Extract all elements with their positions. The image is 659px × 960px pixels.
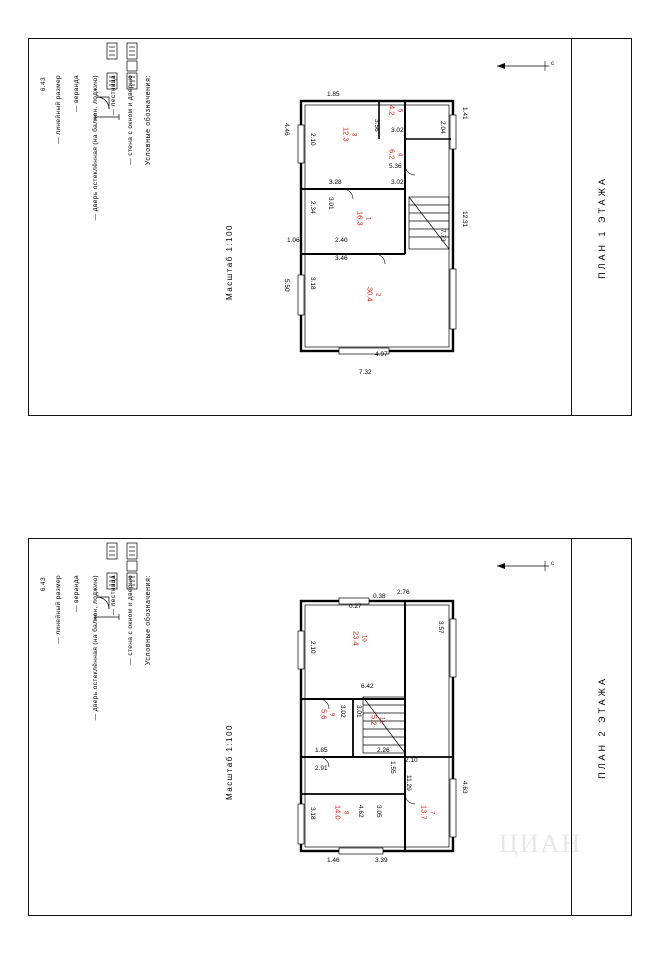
dim-0-38-floor-2: 0.38 — [373, 593, 386, 600]
dim-6-42-floor-2: 6.42 — [361, 683, 374, 690]
legend-item-2-floor-1: — дверь остеклённая (на балкон, лоджию) — [92, 75, 99, 221]
watermark: ЦИАН — [499, 829, 583, 858]
dim-3-56-floor-1: 3.56 — [373, 119, 380, 132]
dim-1-55-floor-2: 1.55 — [389, 761, 396, 774]
room-label-10-floor-2: 10 23.4 — [351, 631, 367, 646]
sheet-floor-1 — [28, 38, 632, 416]
dim-2-91-floor-2: 2.91 — [315, 765, 328, 772]
dim-2-10-a-floor-2: 2.10 — [309, 641, 316, 654]
legend-code-floor-1: 6.43 — [40, 77, 47, 92]
dim-5-50-floor-1: 5.50 — [283, 279, 290, 292]
scale-label-floor-2: Масштаб 1:100 — [225, 724, 234, 800]
legend-item-4-floor-1: — линейный размер — [55, 75, 62, 144]
room-label-1-floor-1: 1 16.3 — [355, 211, 371, 226]
dim-7-32-floor-1: 7.32 — [359, 369, 372, 376]
title-strip-floor-1 — [571, 39, 631, 415]
legend-item-0-floor-2: — стена с окном и дверью — [127, 575, 134, 665]
legend-floor-2 — [35, 545, 165, 911]
plan-drawing-floor-1 — [279, 79, 479, 379]
legend-symbols-floor-2 — [93, 537, 153, 632]
dim-3-05-floor-2: 3.05 — [375, 805, 382, 818]
legend-item-1-floor-2: — лестница — [110, 575, 117, 616]
dim-2-26-floor-2: 2.26 — [377, 747, 390, 754]
sheet-floor-2 — [28, 538, 632, 916]
dim-5-36-floor-1: 5.36 — [389, 163, 402, 170]
room-label-2-floor-1: 2 30.4 — [365, 287, 381, 302]
legend-item-4-floor-2: — линейный размер — [55, 575, 62, 644]
dim-3-28-floor-1: 3.28 — [329, 179, 342, 186]
room-label-3-floor-1: 3 12.3 — [341, 127, 357, 142]
dim-3-02-floor-2: 3.02 — [339, 705, 346, 718]
legend-code-floor-2: 6.43 — [40, 577, 47, 592]
room-label-11-floor-2: 11 5.2 — [369, 715, 385, 726]
legend-title-floor-2: Условные обозначения: — [145, 575, 152, 666]
dim-4-63-floor-2: 4.63 — [461, 781, 468, 794]
dim-2-04-floor-1: 2.04 — [439, 121, 446, 134]
dim-1-85-floor-2: 1.85 — [315, 747, 328, 754]
dim-1-06-floor-1: 1.06 — [287, 237, 300, 244]
legend-symbols-floor-1 — [93, 37, 153, 132]
dim-4-62-floor-2: 4.62 — [357, 805, 364, 818]
dim-3-18-floor-1: 3.18 — [309, 277, 316, 290]
dim-3-02-a-floor-1: 3.02 — [391, 127, 404, 134]
dim-2-40-floor-1: 2.40 — [335, 237, 348, 244]
room-label-9-floor-2: 9 5.6 — [319, 709, 335, 720]
dim-2-10-floor-1: 2.10 — [309, 133, 316, 146]
legend-item-3-floor-1: — веранда — [73, 75, 80, 113]
dim-4-97-floor-1: 4.97 — [375, 351, 388, 358]
north-arrow-floor-1 — [495, 57, 555, 75]
dim-3-02-b-floor-1: 3.02 — [391, 179, 404, 186]
dim-3-39-floor-2: 3.39 — [375, 857, 388, 864]
legend-floor-1 — [35, 45, 165, 411]
north-label-floor-1: с — [551, 61, 554, 67]
dim-1-85-floor-1: 1.85 — [327, 91, 340, 98]
room-label-4-floor-1: 4 6.2 — [387, 149, 403, 160]
legend-item-1-floor-1: — лестница — [110, 75, 117, 116]
sheet-title-floor-2: ПЛАН 2 ЭТАЖА — [596, 675, 607, 779]
dim-3-46-floor-1: 3.46 — [335, 255, 348, 262]
dim-7-73-floor-1: 7.73 — [439, 229, 446, 242]
dim-12-31-floor-1: 12.31 — [461, 211, 468, 228]
legend-title-floor-1: Условные обозначения: — [145, 75, 152, 166]
room-label-8-floor-2: 8 14.0 — [333, 805, 349, 820]
room-label-7-floor-2: 7 13.7 — [419, 805, 435, 820]
scale-label-floor-1: Масштаб 1:100 — [225, 224, 234, 300]
legend-item-0-floor-1: — стена с окном и дверью — [127, 75, 134, 165]
dim-11-29-floor-2: 11.29 — [405, 775, 412, 791]
legend-item-3-floor-2: — веранда — [73, 575, 80, 613]
dim-3-57-floor-2: 3.57 — [437, 621, 444, 634]
dim-1-41-floor-1: 1.41 — [461, 107, 468, 120]
room-label-5-floor-1: 5 4.2 — [387, 105, 403, 116]
dim-4-46-floor-1: 4.46 — [283, 123, 290, 136]
legend-item-2-floor-2: — дверь остеклённая (на балкон, лоджию) — [92, 575, 99, 721]
dim-3-01-floor-1: 3.01 — [327, 197, 334, 210]
dim-2-10-b-floor-2: 2.10 — [405, 757, 418, 764]
dim-1-46-floor-2: 1.46 — [327, 857, 340, 864]
north-arrow-floor-2 — [495, 557, 555, 575]
dim-2-76-floor-2: 2.76 — [397, 589, 410, 596]
sheet-title-floor-1: ПЛАН 1 ЭТАЖА — [596, 175, 607, 279]
dim-2-34-floor-1: 2.34 — [309, 201, 316, 214]
dim-0-27-floor-2: 0.27 — [349, 603, 362, 610]
dim-3-18-floor-2: 3.18 — [309, 807, 316, 820]
plan-drawing-floor-2 — [279, 579, 479, 879]
north-label-floor-2: с — [551, 561, 554, 567]
dim-3-01-floor-2: 3.01 — [355, 705, 362, 718]
